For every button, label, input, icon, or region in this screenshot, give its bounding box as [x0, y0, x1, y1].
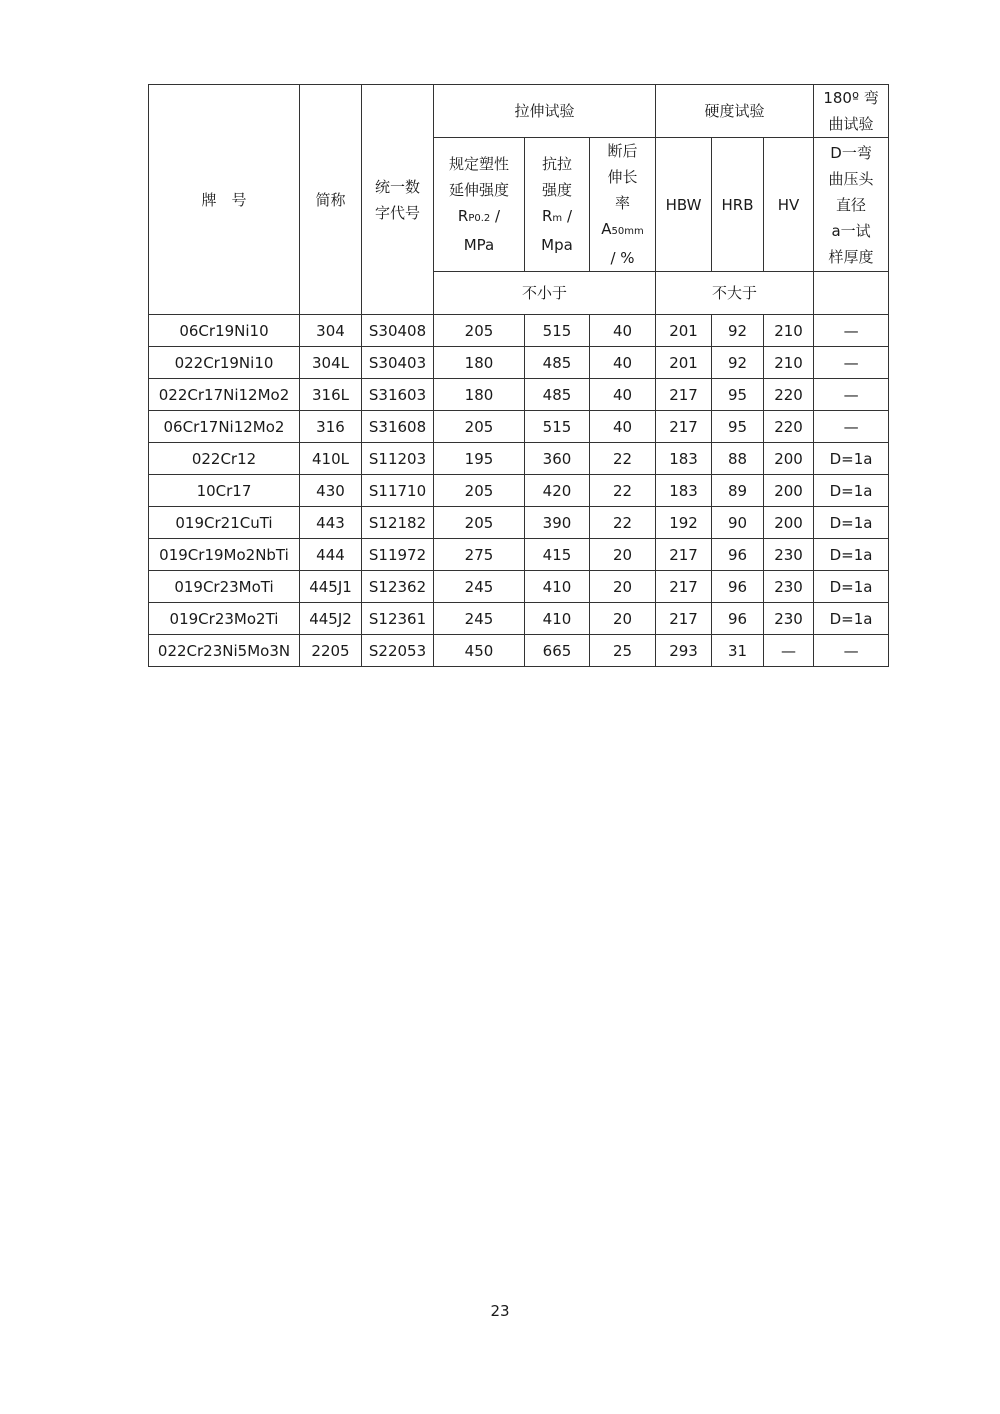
cell-abbr: 430	[300, 475, 362, 507]
cell-yield: 245	[434, 571, 525, 603]
header-tensile-slash: /	[562, 207, 572, 225]
cell-hbw: 217	[656, 571, 712, 603]
header-bend-desc-line3: 直径	[836, 195, 867, 214]
header-tensile-strength	[525, 138, 590, 272]
cell-hv: 200	[764, 443, 814, 475]
header-yield-subscript: P0.2	[468, 213, 491, 224]
cell-tensile: 415	[525, 539, 590, 571]
header-bend-desc-line2: 曲压头	[828, 169, 874, 188]
cell-yield: 245	[434, 603, 525, 635]
cell-yield: 180	[434, 347, 525, 379]
cell-code: S31603	[362, 379, 434, 411]
header-bend-desc-line5: 样厚度	[828, 247, 874, 266]
cell-bend: D=1a	[814, 539, 889, 571]
cell-code: S30403	[362, 347, 434, 379]
cell-hrb: 96	[712, 603, 764, 635]
cell-hrb: 96	[712, 571, 764, 603]
cell-yield: 205	[434, 507, 525, 539]
header-tensile-symbol-line	[525, 203, 589, 232]
header-code-line2: 字代号	[374, 203, 420, 222]
page-number: 23	[490, 1302, 510, 1320]
header-tensile-unit: Mpa	[541, 236, 573, 254]
cell-hrb: 89	[712, 475, 764, 507]
cell-elongation: 20	[590, 539, 656, 571]
cell-elongation: 22	[590, 475, 656, 507]
header-tensile-line1: 抗拉	[541, 155, 572, 173]
cell-abbr: 443	[300, 507, 362, 539]
header-yield-unit: MPa	[463, 236, 495, 254]
header-hbw: HBW	[656, 138, 712, 272]
cell-code: S11972	[362, 539, 434, 571]
header-blank-cell	[814, 272, 889, 315]
table-row	[149, 635, 889, 667]
cell-elongation: 20	[590, 571, 656, 603]
cell-code: S31608	[362, 411, 434, 443]
table-row	[149, 315, 889, 347]
cell-hbw: 201	[656, 347, 712, 379]
cell-hbw: 217	[656, 603, 712, 635]
cell-hbw: 217	[656, 539, 712, 571]
header-not-more-than: 不大于	[656, 272, 814, 315]
cell-hbw: 293	[656, 635, 712, 667]
cell-elongation: 40	[590, 315, 656, 347]
header-yield-line2: 延伸强度	[448, 181, 509, 199]
cell-hrb: 31	[712, 635, 764, 667]
cell-grade: 019Cr21CuTi	[149, 507, 300, 539]
header-yield-symbol-line	[434, 203, 524, 232]
cell-tensile: 665	[525, 635, 590, 667]
cell-tensile: 485	[525, 347, 590, 379]
table-row	[149, 539, 889, 571]
header-abbr: 简称	[300, 85, 362, 315]
table-row	[149, 379, 889, 411]
cell-code: S22053	[362, 635, 434, 667]
header-hrb: HRB	[712, 138, 764, 272]
cell-bend: —	[814, 315, 889, 347]
table-row	[149, 507, 889, 539]
cell-abbr: 304L	[300, 347, 362, 379]
header-not-less-than: 不小于	[434, 272, 656, 315]
cell-abbr: 316	[300, 411, 362, 443]
header-bend-desc-line1: D一弯	[830, 143, 872, 162]
table-row	[149, 411, 889, 443]
header-yield-symbol: R	[457, 207, 469, 225]
cell-grade: 022Cr23Ni5Mo3N	[149, 635, 300, 667]
header-elong-symbol: A	[601, 220, 612, 238]
cell-tensile: 515	[525, 411, 590, 443]
header-code	[362, 85, 434, 315]
header-bend-description	[814, 138, 889, 272]
cell-hrb: 92	[712, 315, 764, 347]
cell-hbw: 183	[656, 443, 712, 475]
cell-hrb: 92	[712, 347, 764, 379]
cell-abbr: 304	[300, 315, 362, 347]
header-elong-line3: 率	[615, 194, 631, 212]
cell-bend: —	[814, 347, 889, 379]
header-tensile-test: 拉伸试验	[434, 85, 656, 138]
cell-abbr: 445J2	[300, 603, 362, 635]
cell-abbr: 2205	[300, 635, 362, 667]
cell-hv: 210	[764, 347, 814, 379]
cell-hv: 230	[764, 571, 814, 603]
cell-grade: 022Cr12	[149, 443, 300, 475]
cell-hv: 220	[764, 411, 814, 443]
header-elong-unit: / %	[610, 249, 635, 267]
cell-hv: 230	[764, 539, 814, 571]
cell-bend: D=1a	[814, 475, 889, 507]
cell-bend: D=1a	[814, 507, 889, 539]
cell-elongation: 40	[590, 347, 656, 379]
cell-bend: —	[814, 635, 889, 667]
table-row	[149, 443, 889, 475]
cell-abbr: 410L	[300, 443, 362, 475]
cell-hbw: 183	[656, 475, 712, 507]
cell-yield: 195	[434, 443, 525, 475]
cell-hrb: 90	[712, 507, 764, 539]
cell-yield: 205	[434, 475, 525, 507]
table-row	[149, 475, 889, 507]
cell-grade: 06Cr17Ni12Mo2	[149, 411, 300, 443]
header-yield-line1: 规定塑性	[448, 155, 509, 173]
cell-tensile: 420	[525, 475, 590, 507]
cell-abbr: 444	[300, 539, 362, 571]
cell-bend: D=1a	[814, 443, 889, 475]
header-tensile-subscript: m	[552, 213, 563, 224]
cell-hrb: 96	[712, 539, 764, 571]
cell-hv: 220	[764, 379, 814, 411]
cell-tensile: 485	[525, 379, 590, 411]
cell-hbw: 217	[656, 411, 712, 443]
cell-yield: 275	[434, 539, 525, 571]
cell-bend: —	[814, 411, 889, 443]
cell-hrb: 95	[712, 379, 764, 411]
cell-grade: 10Cr17	[149, 475, 300, 507]
cell-tensile: 410	[525, 603, 590, 635]
cell-yield: 450	[434, 635, 525, 667]
cell-code: S12182	[362, 507, 434, 539]
header-tensile-line2: 强度	[541, 181, 572, 199]
cell-grade: 019Cr23Mo2Ti	[149, 603, 300, 635]
header-bend-line2: 曲试验	[828, 115, 874, 133]
cell-code: S30408	[362, 315, 434, 347]
cell-tensile: 360	[525, 443, 590, 475]
cell-elongation: 22	[590, 443, 656, 475]
header-code-line1: 统一数	[374, 177, 420, 196]
cell-code: S11710	[362, 475, 434, 507]
header-elongation	[590, 138, 656, 272]
header-yield-strength	[434, 138, 525, 272]
cell-grade: 022Cr17Ni12Mo2	[149, 379, 300, 411]
header-yield-slash: /	[490, 207, 501, 225]
header-elong-symbol-line	[590, 216, 655, 245]
cell-bend: —	[814, 379, 889, 411]
table-row	[149, 571, 889, 603]
table-row	[149, 347, 889, 379]
cell-yield: 180	[434, 379, 525, 411]
header-grade: 牌 号	[149, 85, 300, 315]
cell-elongation: 25	[590, 635, 656, 667]
cell-grade: 019Cr19Mo2NbTi	[149, 539, 300, 571]
cell-code: S12361	[362, 603, 434, 635]
cell-grade: 06Cr19Ni10	[149, 315, 300, 347]
cell-hv: —	[764, 635, 814, 667]
cell-code: S11203	[362, 443, 434, 475]
cell-code: S12362	[362, 571, 434, 603]
cell-yield: 205	[434, 411, 525, 443]
cell-bend: D=1a	[814, 603, 889, 635]
cell-hv: 200	[764, 507, 814, 539]
table-row	[149, 603, 889, 635]
cell-elongation: 40	[590, 379, 656, 411]
cell-tensile: 390	[525, 507, 590, 539]
cell-hrb: 88	[712, 443, 764, 475]
header-bend-line1: 180º 弯	[823, 89, 879, 107]
cell-hv: 200	[764, 475, 814, 507]
cell-abbr: 316L	[300, 379, 362, 411]
header-hv: HV	[764, 138, 814, 272]
cell-tensile: 410	[525, 571, 590, 603]
cell-hv: 210	[764, 315, 814, 347]
stainless-steel-properties-table	[148, 84, 889, 667]
cell-abbr: 445J1	[300, 571, 362, 603]
cell-yield: 205	[434, 315, 525, 347]
cell-hrb: 95	[712, 411, 764, 443]
header-elong-line2: 伸长	[607, 168, 638, 186]
header-tensile-symbol: R	[541, 207, 553, 225]
cell-elongation: 20	[590, 603, 656, 635]
cell-grade: 019Cr23MoTi	[149, 571, 300, 603]
cell-hv: 230	[764, 603, 814, 635]
header-hardness-test: 硬度试验	[656, 85, 814, 138]
header-bend-desc-line4: a一试	[831, 221, 871, 240]
cell-elongation: 40	[590, 411, 656, 443]
cell-hbw: 217	[656, 379, 712, 411]
header-elong-subscript: 50mm	[611, 226, 644, 237]
cell-tensile: 515	[525, 315, 590, 347]
cell-hbw: 201	[656, 315, 712, 347]
header-elong-line1: 断后	[607, 142, 638, 160]
header-bend-test	[814, 85, 889, 138]
cell-elongation: 22	[590, 507, 656, 539]
cell-hbw: 192	[656, 507, 712, 539]
cell-bend: D=1a	[814, 571, 889, 603]
cell-grade: 022Cr19Ni10	[149, 347, 300, 379]
